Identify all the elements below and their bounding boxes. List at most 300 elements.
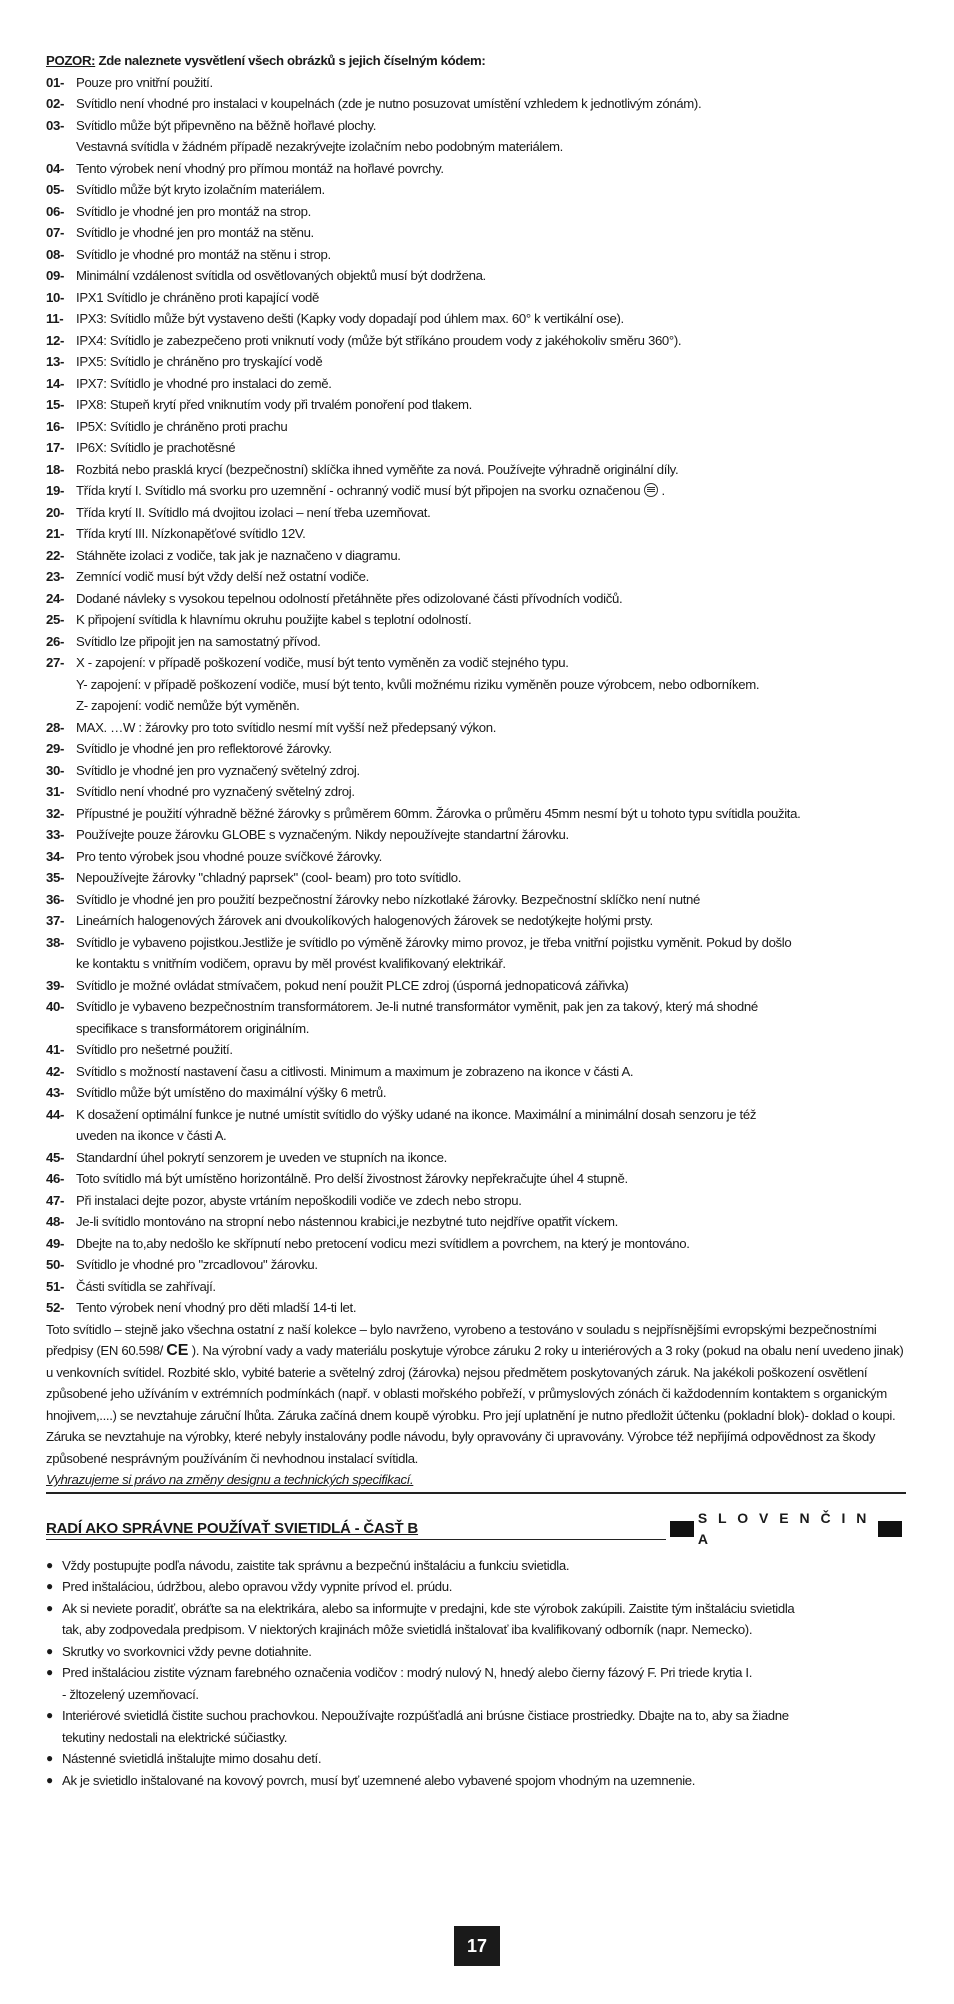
legend-item-text — [76, 394, 906, 416]
legend-item-line-text: IPX8: Stupeň krytí před vniknutím vody při trvalém ponoření pod tlakem. — [76, 397, 472, 412]
legend-item-line — [76, 351, 906, 373]
slovak-bullet-item — [46, 1662, 906, 1705]
legend-item-text — [76, 351, 906, 373]
legend-item-line-text: Dodané návleky s vysokou tepelnou odolností přetáhněte přes odizolované části přívodních vodičů. — [76, 590, 623, 606]
legend-item-number: 44- — [46, 1106, 65, 1122]
design-change-note: Vyhrazujeme si právo na změny designu a technických specifikací. — [46, 1469, 906, 1494]
legend-item-line — [76, 222, 906, 244]
legend-item-text — [76, 846, 906, 868]
legend-item — [46, 201, 906, 223]
legend-item — [46, 781, 906, 803]
legend-item-line: Třída krytí I. Svítidlo má svorku pro uzemnění - ochranný vodič musí být připojen na svorku označenou . — [76, 483, 665, 498]
legend-item-number: 28- — [46, 719, 65, 735]
legend-item-text — [76, 72, 906, 94]
legend-item-line — [76, 631, 906, 653]
legend-item — [46, 1168, 906, 1190]
legend-item-number: 17- — [46, 440, 65, 455]
slovak-section — [46, 1508, 906, 1792]
legend-item-number: 22- — [46, 547, 65, 563]
legend-item-line — [76, 179, 906, 201]
bullet-dot-icon: ● — [46, 1751, 53, 1765]
legend-item-number: 32- — [46, 805, 65, 821]
legend-item-text — [76, 652, 906, 717]
document-page — [46, 50, 906, 1791]
legend-item-number: 30- — [46, 762, 65, 778]
legend-item — [46, 502, 906, 524]
legend-item-line-text: uveden na ikonce v části A. — [76, 1128, 227, 1143]
legend-item-number: 21- — [46, 526, 65, 541]
legend-item-text — [76, 1254, 906, 1276]
heading-text: Zde naleznete vysvětlení všech obrázků s jejich číselným kódem: — [95, 53, 486, 68]
legend-item-text — [76, 244, 906, 266]
legend-item-text — [76, 1147, 906, 1169]
bullet-dot-icon: ● — [46, 1579, 53, 1593]
slovak-bullet-text — [62, 1770, 906, 1792]
legend-item-line — [76, 416, 906, 438]
legend-item-line — [76, 1125, 906, 1147]
slovak-bullet-line: Vždy postupujte podľa návodu, zaistite tak správnu a bezpečnú inštaláciu a funkciu svietidla. — [62, 1557, 570, 1573]
legend-item-line-text: Svítidlo je vhodné jen pro použití bezpečnostní žárovky nebo nízkotlaké žárovky. Bezpečnostní sklíčko není nutné — [76, 891, 700, 907]
legend-item — [46, 910, 906, 932]
legend-item-number: 16- — [46, 418, 65, 434]
slovak-bullet-item — [46, 1576, 906, 1598]
legend-item-line-text: Třída krytí II. Svítidlo má dvojitou izolaci – není třeba uzemňovat. — [76, 504, 431, 520]
legend-item-line-text: Pouze pro vnitřní použití. — [76, 74, 213, 90]
legend-item-number: 14- — [46, 375, 65, 391]
legend-item — [46, 1297, 906, 1319]
legend-item — [46, 760, 906, 782]
legend-item-number: 31- — [46, 784, 65, 799]
legend-item-line — [76, 287, 906, 309]
legend-item-number: 11- — [46, 311, 64, 326]
legend-item-text — [76, 437, 906, 459]
legend-item-line — [76, 1061, 906, 1083]
legend-item-line-text: Přípustné je použití výhradně běžné žárovky s průměrem 60mm. Žárovka o průměru 45mm nesmí být u tohoto typu svítidla použita. — [76, 805, 801, 821]
legend-item-line-text: Svítidlo je vhodné jen pro vyznačený světelný zdroj. — [76, 762, 360, 778]
slovak-bullet-line: Pred inštaláciou zistite význam farebného označenia vodičov : modrý nulový N, hnedý alebo čierny fázový F. Pri triede krytia I. — [62, 1665, 753, 1680]
legend-item-line-text: Svítidlo je vhodné jen pro montáž na strop. — [76, 203, 311, 219]
legend-item — [46, 1082, 906, 1104]
legend-item-number: 18- — [46, 461, 65, 477]
legend-item-line-text: Z- zapojení: vodič nemůže být vyměněn. — [76, 698, 300, 713]
legend-item-line-text: Dbejte na to,aby nedošlo ke skřípnutí nebo pretocení vodicu mezi svítidlem a povrchem, na který je montováno. — [76, 1235, 690, 1251]
legend-item — [46, 480, 906, 502]
legend-item-line — [76, 824, 906, 846]
ground-symbol-icon — [644, 483, 658, 497]
legend-item — [46, 1147, 906, 1169]
legend-item — [46, 545, 906, 567]
legend-item-text — [76, 867, 906, 889]
slovak-bullet-line: Skrutky vo svorkovnici vždy pevne dotiahnite. — [62, 1643, 312, 1659]
bullet-dot-icon: ● — [46, 1665, 53, 1679]
legend-item-line-text: Svítidlo je vybaveno pojistkou.Jestliže je svítidlo po výměně žárovky mimo provoz, je třeba vnitřní pojistku vyměnit. Pokud by došlo — [76, 934, 792, 950]
legend-item — [46, 1254, 906, 1276]
legend-item-text — [76, 738, 906, 760]
slovak-bullet-line: - žltozelený uzemňovací. — [62, 1686, 199, 1702]
legend-item-line-text: IPX3: Svítidlo může být vystaveno dešti (Kapky vody dopadají pod úhlem max. 60° k vertikální ose). — [76, 311, 624, 326]
legend-item-text — [76, 265, 906, 287]
legend-item-text — [76, 717, 906, 739]
legend-item-text — [76, 631, 906, 653]
legend-item — [46, 996, 906, 1039]
legend-item — [46, 308, 906, 330]
slovak-bullet-item — [46, 1555, 906, 1577]
legend-item-line — [76, 1233, 906, 1255]
legend-item-line — [76, 803, 906, 825]
legend-item-line — [76, 1147, 906, 1169]
legend-item-number: 23- — [46, 569, 65, 584]
legend-item-number: 26- — [46, 633, 65, 649]
legend-item — [46, 1061, 906, 1083]
legend-item — [46, 566, 906, 588]
legend-item-line — [76, 158, 906, 180]
legend-item-line — [76, 136, 906, 158]
legend-item-number: 15- — [46, 397, 65, 412]
legend-item-line-text: Svítidlo je vhodné pro "zrcadlovou" žárovku. — [76, 1257, 318, 1272]
legend-item-number: 19- — [46, 483, 65, 498]
legend-item-line — [76, 72, 906, 94]
legend-item-number: 06- — [46, 203, 65, 219]
legend-item-line — [76, 308, 906, 330]
legend-item-line-text: K dosažení optimální funkce je nutné umístit svítidlo do výšky udané na ikonce. Maximální a minimální dosah senzoru je též — [76, 1106, 757, 1122]
legend-item — [46, 717, 906, 739]
legend-item-line-text: Svítidlo je vhodné pro montáž na stěnu i strop. — [76, 246, 331, 262]
legend-item — [46, 652, 906, 717]
legend-item-text — [76, 480, 906, 502]
legend-item-line-text: Rozbitá nebo prasklá krycí (bezpečnostní) sklíčka ihned vyměňte za nová. Používejte výhradně originální díly. — [76, 461, 679, 477]
legend-item-line — [76, 910, 906, 932]
legend-item — [46, 330, 906, 352]
legend-item-line-text: Je-li svítidlo montováno na stropní nebo nástennou krabici,je nezbytné tuto nejdříve opatřit víckem. — [76, 1214, 618, 1229]
legend-item-text — [76, 889, 906, 911]
legend-item-line-text: ke kontaktu s vnitřním vodičem, opravu by měl provést kvalifikovaný elektrikář. — [76, 956, 506, 971]
legend-item-line — [76, 201, 906, 223]
legend-item — [46, 631, 906, 653]
legend-item — [46, 351, 906, 373]
legend-item-line — [76, 867, 906, 889]
warning-label: POZOR: — [46, 53, 96, 68]
legend-item — [46, 1211, 906, 1233]
legend-item-text — [76, 373, 906, 395]
bullet-dot-icon: ● — [46, 1708, 53, 1722]
legend-item-text — [76, 781, 906, 803]
warranty-paragraph — [46, 1319, 906, 1470]
legend-item-line-text: Při instalaci dejte pozor, abyste vrtáním nepoškodili vodiče ve zdech nebo stropu. — [76, 1192, 522, 1208]
slovak-bullet-item — [46, 1748, 906, 1770]
legend-item-text — [76, 158, 906, 180]
legend-item-text — [76, 179, 906, 201]
legend-item-number: 39- — [46, 977, 65, 993]
legend-item-text — [76, 803, 906, 825]
legend-item — [46, 115, 906, 158]
bullet-dot-icon: ● — [46, 1772, 53, 1787]
slovak-bullet-line: Interiérové svietidlá čistite suchou prachovkou. Nepoužívajte rozpúšťadlá ani brúsne čistiace prostriedky. Dbajte na to, aby sa žiadne — [62, 1708, 789, 1723]
legend-item-line — [76, 93, 906, 115]
legend-item-text — [76, 459, 906, 481]
legend-item-number: 46- — [46, 1171, 65, 1186]
legend-item-line-text: Svítidlo je možné ovládat stmívačem, pokud není použit PLCE zdroj (úsporná jednopaticová zářivka) — [76, 977, 629, 993]
legend-item-line — [76, 1039, 906, 1061]
legend-item-line — [76, 1018, 906, 1040]
legend-item — [46, 72, 906, 94]
legend-item-number: 50- — [46, 1257, 65, 1272]
legend-item-line — [76, 695, 906, 717]
slovak-bullet-text — [62, 1662, 906, 1705]
slovak-bullet-list — [46, 1555, 906, 1792]
legend-item-line-text: Třída krytí III. Nízkonapěťové svítidlo 12V. — [76, 526, 306, 541]
legend-item-text — [76, 1211, 906, 1233]
bullet-dot-icon: ● — [46, 1643, 53, 1658]
legend-item-line-text: Svítidlo může být kryto izolačním materiálem. — [76, 182, 325, 197]
legend-item-line-text: Toto svítidlo má být umístěno horizontálně. Pro delší živostnost žárovky nepřekračujte úhel 4 stupně. — [76, 1171, 628, 1186]
legend-item — [46, 287, 906, 309]
legend-item-text — [76, 330, 906, 352]
legend-item — [46, 932, 906, 975]
legend-item-number: 24- — [46, 590, 65, 606]
legend-item — [46, 1190, 906, 1212]
legend-item — [46, 588, 906, 610]
legend-item-text — [76, 975, 906, 997]
legend-item-text — [76, 1082, 906, 1104]
legend-item-line-text: IPX4: Svítidlo je zabezpečeno proti vniknutí vody (může být stříkáno proudem vody z jakéhokoliv směru 360°). — [76, 332, 682, 348]
legend-item — [46, 244, 906, 266]
legend-item-text — [76, 1233, 906, 1255]
legend-item-line-text: Svítidlo může být připevněno na běžně hořlavé plochy. — [76, 117, 377, 133]
legend-item-number: 04- — [46, 160, 65, 176]
legend-item-line — [76, 244, 906, 266]
legend-item — [46, 1233, 906, 1255]
legend-item-text — [76, 93, 906, 115]
legend-item-line-text: Lineárních halogenových žárovek ani dvoukolíkových halogenových žárovek se nedotýkejte holými prsty. — [76, 913, 653, 928]
legend-item — [46, 437, 906, 459]
legend-item-line — [76, 1211, 906, 1233]
legend-item-number: 13- — [46, 354, 65, 369]
legend-item — [46, 93, 906, 115]
legend-item — [46, 394, 906, 416]
legend-item-number: 12- — [46, 332, 65, 348]
legend-item-line-text: K připojení svítidla k hlavnímu okruhu použijte kabel s teplotní odolností. — [76, 612, 472, 627]
slovak-bullet-line: Nástenné svietidlá inštalujte mimo dosahu detí. — [62, 1751, 322, 1766]
legend-item-line-text: Třída krytí I. Svítidlo má svorku pro uzemnění - ochranný vodič musí být připojen na svorku označenou — [76, 483, 641, 498]
symbol-legend-list — [46, 72, 906, 1319]
legend-item-line — [76, 265, 906, 287]
legend-item-text — [76, 1039, 906, 1061]
legend-item-line — [76, 652, 906, 674]
legend-item-number: 34- — [46, 848, 65, 864]
slovak-bullet-line: Ak si neviete poradiť, obráťte sa na elektrikára, alebo sa informujte v predajni, kde ste výrobok zakúpili. Zaistite tým inštaláciu svietidla — [62, 1600, 795, 1616]
legend-item-line-text: Používejte pouze žárovku GLOBE s vyznačeným. Nikdy nepoužívejte standartní žárovku. — [76, 827, 569, 842]
legend-item-line-text: Pro tento výrobek jsou vhodné pouze svíčkové žárovky. — [76, 848, 382, 864]
legend-item-text — [76, 502, 906, 524]
slovak-bullet-item — [46, 1598, 906, 1641]
legend-item-line-text: IP5X: Svítidlo je chráněno proti prachu — [76, 418, 288, 434]
legend-item-text — [76, 824, 906, 846]
slovak-bullet-line: Pred inštaláciou, údržbou, alebo opravou vždy vypnite prívod el. prúdu. — [62, 1579, 453, 1594]
legend-item-number: 20- — [46, 504, 65, 520]
legend-item — [46, 179, 906, 201]
section-heading — [46, 50, 906, 72]
czech-section — [46, 50, 906, 1494]
language-label — [666, 1508, 906, 1551]
legend-item-number: 05- — [46, 182, 65, 197]
legend-item-line — [76, 459, 906, 481]
legend-item-line — [76, 523, 906, 545]
legend-item-number: 37- — [46, 913, 65, 928]
legend-item-line — [76, 717, 906, 739]
legend-item-number: 43- — [46, 1085, 65, 1100]
legend-item-line — [76, 566, 906, 588]
ce-mark-icon: CE — [166, 1342, 189, 1359]
bullet-dot-icon: ● — [46, 1557, 53, 1572]
legend-item-text — [76, 996, 906, 1039]
legend-item-text — [76, 545, 906, 567]
legend-item — [46, 738, 906, 760]
legend-item-text — [76, 287, 906, 309]
legend-item-line-text: Části svítidla se zahřívají. — [76, 1278, 216, 1294]
bullet-dot-icon: ● — [46, 1600, 53, 1615]
legend-item-line — [76, 1104, 906, 1126]
legend-item-line-text: IP6X: Svítidlo je prachotěsné — [76, 440, 236, 455]
legend-item-number: 25- — [46, 612, 65, 627]
legend-item-line-text: Svítidlo je vhodné jen pro reflektorové žárovky. — [76, 741, 332, 756]
legend-item-number: 03- — [46, 117, 65, 133]
legend-item — [46, 889, 906, 911]
legend-item-text — [76, 1190, 906, 1212]
legend-item — [46, 1039, 906, 1061]
legend-item-line-text: Svítidlo je vybaveno bezpečnostním transformátorem. Je-li nutné transformátor vyměnit, pak jen za takový, který má shodné — [76, 999, 758, 1014]
legend-item-line-text: IPX1 Svítidlo je chráněno proti kapající vodě — [76, 289, 320, 305]
legend-item-text — [76, 1276, 906, 1298]
legend-item-number: 10- — [46, 289, 65, 305]
legend-item-line-text: Minimální vzdálenost svítidla od osvětlovaných objektů musí být dodržena. — [76, 268, 486, 283]
legend-item-number: 33- — [46, 827, 65, 842]
slovak-bullet-item — [46, 1641, 906, 1663]
legend-item — [46, 867, 906, 889]
legend-item-number: 42- — [46, 1063, 65, 1079]
legend-item-line-text: Standardní úhel pokrytí senzorem je uveden ve stupních na ikonce. — [76, 1149, 447, 1165]
legend-item-line — [76, 932, 906, 954]
legend-item-number: 40- — [46, 999, 65, 1014]
legend-item-number: 47- — [46, 1192, 65, 1208]
legend-item — [46, 373, 906, 395]
legend-item-line — [76, 1254, 906, 1276]
warranty-text-part2: ). Na výrobní vady a vady materiálu poskytuje výrobce záruku 2 roky u interiérových a 3 roky (pokud na obalu není uvedeno jinak) u venkovních svítidel. Rozbité sklo, vybité baterie a světelný zdroj (žárovka) nejsou předmětem poskytovaných záruk. Na jakékoli poškození osvětlení způsobené jeho užíváním v extrémních podmínkách (např. v oblasti mořského pobřeží, v průmyslových zónách či každodenním kontaktem s organickým hnojivem,....) se nevztahuje záruční lhůta. Záruka začíná dnem koupě výrobku. Pro její uplatnění je nutno předložit účtenku (pokladní blok)- doklad o koupi. Záruka se nevztahuje na výrobky, které nebyly instalovány podle návodu, byly opravovány či upravovány. Výrobce též nepřijímá odpovědnost za škody způsobené nesprávným používáním či nevhodnou instalací svítidla. — [46, 1343, 904, 1466]
legend-item-line-text: X - zapojení: v případě poškození vodiče, musí být tento vyměněn za vodič stejného typu. — [76, 655, 569, 670]
legend-item-number: 27- — [46, 655, 65, 670]
legend-item-text — [76, 416, 906, 438]
legend-item-text — [76, 1061, 906, 1083]
legend-item — [46, 158, 906, 180]
legend-item-line — [76, 674, 906, 696]
legend-item-line — [76, 1276, 906, 1298]
legend-item-line — [76, 953, 906, 975]
legend-item-line-text: MAX. …W : žárovky pro toto svítidlo nesmí mít vyšší než předepsaný výkon. — [76, 719, 497, 735]
legend-item-line — [76, 609, 906, 631]
legend-item-line-text: Svítidlo může být umístěno do maximální výšky 6 metrů. — [76, 1085, 387, 1100]
legend-item-number: 35- — [46, 870, 65, 885]
warranty-text-part1: Toto svítidlo – stejně jako všechna ostatní z naší kolekce – bylo navrženo, vyrobeno a testováno v souladu s nejpřísnějšími evropskými bezpečnostními předpisy (EN 60.598/ — [46, 1321, 877, 1358]
slovak-bullet-item — [46, 1705, 906, 1748]
legend-item — [46, 824, 906, 846]
legend-item — [46, 1276, 906, 1298]
legend-item-text — [76, 1297, 906, 1319]
legend-item-line — [76, 373, 906, 395]
legend-item-text — [76, 760, 906, 782]
legend-item-text — [76, 115, 906, 158]
legend-item — [46, 609, 906, 631]
legend-item-line-text: Svítidlo není vhodné pro vyznačený světelný zdroj. — [76, 784, 355, 799]
legend-item-line — [76, 115, 906, 137]
legend-item-number: 07- — [46, 225, 65, 240]
slovak-bullet-item — [46, 1770, 906, 1792]
slovak-bullet-text — [62, 1555, 906, 1577]
slovak-bullet-text — [62, 1748, 906, 1770]
legend-item-line-text: Svítidlo lze připojit jen na samostatný přívod. — [76, 633, 321, 649]
legend-item — [46, 265, 906, 287]
slovak-bullet-line: tak, aby zodpovedala predpisom. V niektorých krajinách môže svietidlá inštalovať iba kvalifikovaný odborník (napr. Nemecko). — [62, 1622, 753, 1637]
legend-item-text — [76, 308, 906, 330]
legend-item — [46, 459, 906, 481]
legend-item — [46, 416, 906, 438]
legend-item-line — [76, 1190, 906, 1212]
legend-item-line-text: Nepoužívejte žárovky "chladný paprsek" (cool- beam) pro toto svítidlo. — [76, 870, 462, 885]
legend-item-number: 36- — [46, 891, 65, 907]
legend-item-text — [76, 201, 906, 223]
legend-item-line-text: Stáhněte izolaci z vodiče, tak jak je naznačeno v diagramu. — [76, 547, 401, 563]
legend-item-line — [76, 330, 906, 352]
legend-item-line — [76, 889, 906, 911]
legend-item-line — [76, 545, 906, 567]
legend-item-line — [76, 1082, 906, 1104]
legend-item-line — [76, 760, 906, 782]
legend-item-number: 48- — [46, 1214, 65, 1229]
language-bar-right — [878, 1521, 902, 1537]
legend-item-line-text: Zemnící vodič musí být vždy delší než ostatní vodiče. — [76, 569, 369, 584]
legend-item-text — [76, 910, 906, 932]
legend-item-number: 38- — [46, 934, 65, 950]
legend-item-line-text: Tento výrobek není vhodný pro přímou montáž na hořlavé povrchy. — [76, 160, 444, 176]
legend-item-number: 49- — [46, 1235, 65, 1251]
slovak-bullet-line: tekutiny nedostali na elektrické súčiastky. — [62, 1729, 288, 1745]
legend-item-text — [76, 1104, 906, 1147]
legend-item-line-text: Svítidlo pro nešetrné použití. — [76, 1042, 233, 1057]
legend-item-line-text: Svítidlo s možností nastavení času a citlivosti. Minimum a maximum je zobrazeno na ikonce v části A. — [76, 1063, 634, 1079]
legend-item — [46, 846, 906, 868]
legend-item-text — [76, 1168, 906, 1190]
slovak-bullet-text — [62, 1598, 906, 1641]
legend-item — [46, 222, 906, 244]
legend-item-line-text: Svítidlo není vhodné pro instalaci v koupelnách (zde je nutno posuzovat umístění vzhledem k jednotlivým zónám). — [76, 96, 702, 111]
legend-item-line-text: IPX5: Svítidlo je chráněno pro tryskající vodě — [76, 354, 323, 369]
legend-item-text — [76, 222, 906, 244]
legend-item-text — [76, 566, 906, 588]
legend-item-number: 01- — [46, 74, 65, 90]
legend-item-text — [76, 588, 906, 610]
page-number: 17 — [454, 1926, 500, 1966]
legend-item — [46, 523, 906, 545]
legend-item-line — [76, 975, 906, 997]
slovak-bullet-text — [62, 1576, 906, 1598]
slovak-title: RADÍ AKO SPRÁVNE POUŽÍVAŤ SVIETIDLÁ - ČASŤ B — [46, 1518, 666, 1541]
legend-item-line-text: Svítidlo je vhodné jen pro montáž na stěnu. — [76, 225, 314, 240]
legend-item-line — [76, 846, 906, 868]
legend-item-line-text: specifikace s transformátorem originálním. — [76, 1020, 310, 1036]
slovak-bullet-text — [62, 1641, 906, 1663]
language-bar-left — [670, 1521, 694, 1537]
legend-item-number: 51- — [46, 1278, 65, 1294]
legend-item-number: 08- — [46, 246, 65, 262]
slovak-bullet-text — [62, 1705, 906, 1748]
